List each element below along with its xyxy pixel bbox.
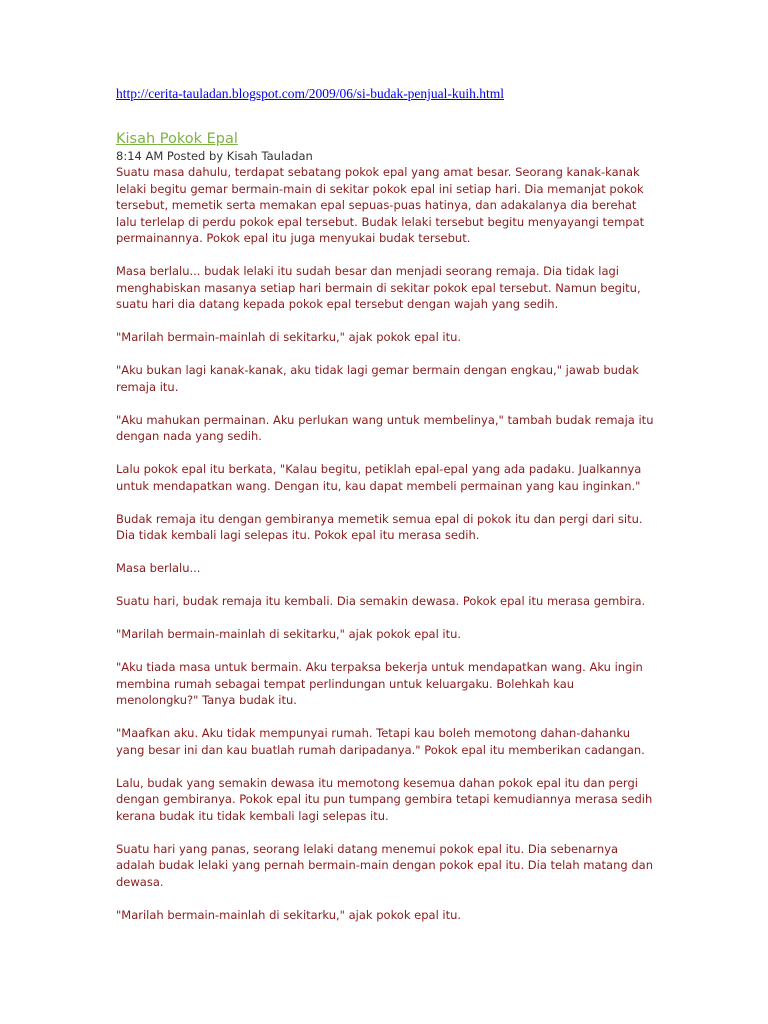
paragraph: Masa berlalu... [116,561,201,575]
paragraph: "Marilah bermain-mainlah di sekitarku," ajak pokok epal itu. [116,907,462,922]
post-body [116,164,656,923]
document-page [116,86,656,940]
paragraph: "Aku bukan lagi kanak-kanak, aku tidak lagi gemar bermain dengan engkau," jawab budak remaja itu. [116,363,639,394]
paragraph: "Maafkan aku. Aku tidak mempunyai rumah. Tetapi kau boleh memotong dahan-dahanku yang besar ini dan kau buatlah rumah daripadanya." Pokok epal itu memberikan cadangan. [116,726,645,757]
paragraph: Suatu hari, budak remaja itu kembali. Dia semakin dewasa. Pokok epal itu merasa gembira. [116,594,646,608]
paragraph: Suatu masa dahulu, terdapat sebatang pokok epal yang amat besar. Seorang kanak-kanak lelaki begitu gemar bermain-main di sekitar pokok epal ini setiap hari. Dia memanjat pokok tersebut, memetik serta memakan epal sepuas-puas hatinya, dan adakalanya dia berehat lalu terlelap di perdu pokok epal tersebut. Budak lelaki tersebut begitu menyayangi tempat permainannya. Pokok epal itu juga menyukai budak tersebut. [116,165,645,245]
paragraph: Lalu, budak yang semakin dewasa itu memotong kesemua dahan pokok epal itu dan pergi dengan gembiranya. Pokok epal itu pun tumpang gembira tetapi kemudiannya merasa sedih kerana budak itu tidak kembali lagi selepas itu. [116,775,653,823]
post-meta: 8:14 AM Posted by Kisah Tauladan [116,149,313,163]
paragraph: "Aku tiada masa untuk bermain. Aku terpaksa bekerja untuk mendapatkan wang. Aku ingin membina rumah sebagai tempat perlindungan untuk keluargaku. Bolehkah kau menolongku?" Tanya budak itu. [116,660,643,707]
paragraph: Budak remaja itu dengan gembiranya memetik semua epal di pokok itu dan pergi dari situ. Dia tidak kembali lagi selepas itu. Pokok epal itu merasa sedih. [116,511,643,542]
post-title-link[interactable]: Kisah Pokok Epal [116,131,238,147]
source-url-link[interactable]: http://cerita-tauladan.blogspot.com/2009/06/si-budak-penjual-kuih.html [116,86,505,101]
paragraph: Masa berlalu... budak lelaki itu sudah besar dan menjadi seorang remaja. Dia tidak lagi menghabiskan masanya setiap hari bermain di sekitar pokok epal tersebut. Namun begitu, suatu hari dia datang kepada pokok epal tersebut dengan wajah yang sedih. [116,264,641,311]
paragraph: "Marilah bermain-mainlah di sekitarku," ajak pokok epal itu. [116,330,462,344]
paragraph: "Aku mahukan permainan. Aku perlukan wang untuk membelinya," tambah budak remaja itu dengan nada yang sedih. [116,412,654,443]
paragraph: Lalu pokok epal itu berkata, "Kalau begitu, petiklah epal-epal yang ada padaku. Jualkannya untuk mendapatkan wang. Dengan itu, kau dapat membeli permainan yang kau inginkan." [116,462,642,493]
paragraph: "Marilah bermain-mainlah di sekitarku," ajak pokok epal itu. [116,627,462,641]
paragraph: Suatu hari yang panas, seorang lelaki datang menemui pokok epal itu. Dia sebenarnya adalah budak lelaki yang pernah bermain-main dengan pokok epal itu. Dia telah matang dan dewasa. [116,841,653,889]
